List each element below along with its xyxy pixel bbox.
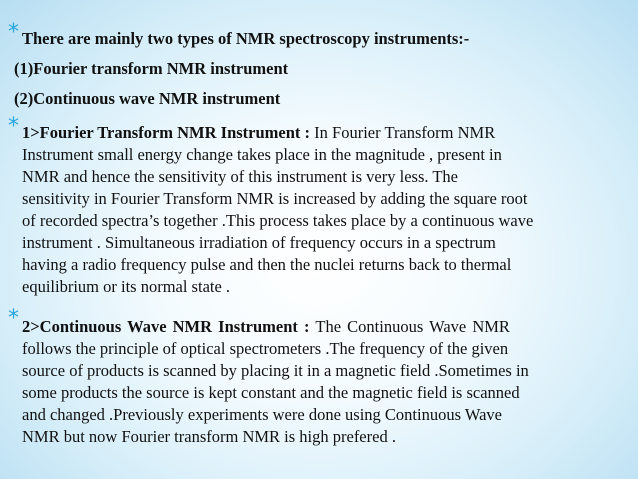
section2-title: 2>Continuous Wave NMR Instrument : xyxy=(22,317,310,336)
section1-paragraph xyxy=(22,122,622,298)
intro-item-1: (1)Fourier transform NMR instrument xyxy=(14,59,289,78)
section1-line: equilibrium or its normal state . xyxy=(22,277,231,296)
section1-line: instrument . Simultaneous irradiation of frequency occurs in a spectrum xyxy=(22,233,496,252)
section2-line: some products the source is kept constant and the magnetic field is scanned xyxy=(22,383,520,402)
section1-title: 1>Fourier Transform NMR Instrument : xyxy=(22,123,311,142)
bullet-star-icon: * xyxy=(8,306,19,331)
intro-heading: There are mainly two types of NMR spectroscopy instruments:- xyxy=(22,29,470,48)
section2-line: The Continuous Wave NMR xyxy=(309,317,510,336)
bullet-star-icon: * xyxy=(8,114,19,139)
section2-line: source of products is scanned by placing it in a magnetic field .Sometimes in xyxy=(22,361,529,380)
section1-line: Instrument small energy change takes place in the magnitude , present in xyxy=(22,145,502,164)
section1-line: NMR and hence the sensitivity of this instrument is very less. The xyxy=(22,167,458,186)
section2-line: and changed .Previously experiments were done using Continuous Wave xyxy=(22,405,502,424)
section1-line: of recorded spectra’s together .This process takes place by a continuous wave xyxy=(22,211,534,230)
section2-line: follows the principle of optical spectrometers .The frequency of the given xyxy=(22,339,509,358)
section1-line: In Fourier Transform NMR xyxy=(310,123,496,142)
section2-line: NMR but now Fourier transform NMR is high prefered . xyxy=(22,427,396,446)
section1-line: sensitivity in Fourier Transform NMR is increased by adding the square root xyxy=(22,189,528,208)
bullet-star-icon: * xyxy=(8,20,19,45)
section2-paragraph xyxy=(22,316,628,448)
intro-item-2: (2)Continuous wave NMR instrument xyxy=(14,89,281,108)
section1-line: having a radio frequency pulse and then the nuclei returns back to thermal xyxy=(22,255,512,274)
